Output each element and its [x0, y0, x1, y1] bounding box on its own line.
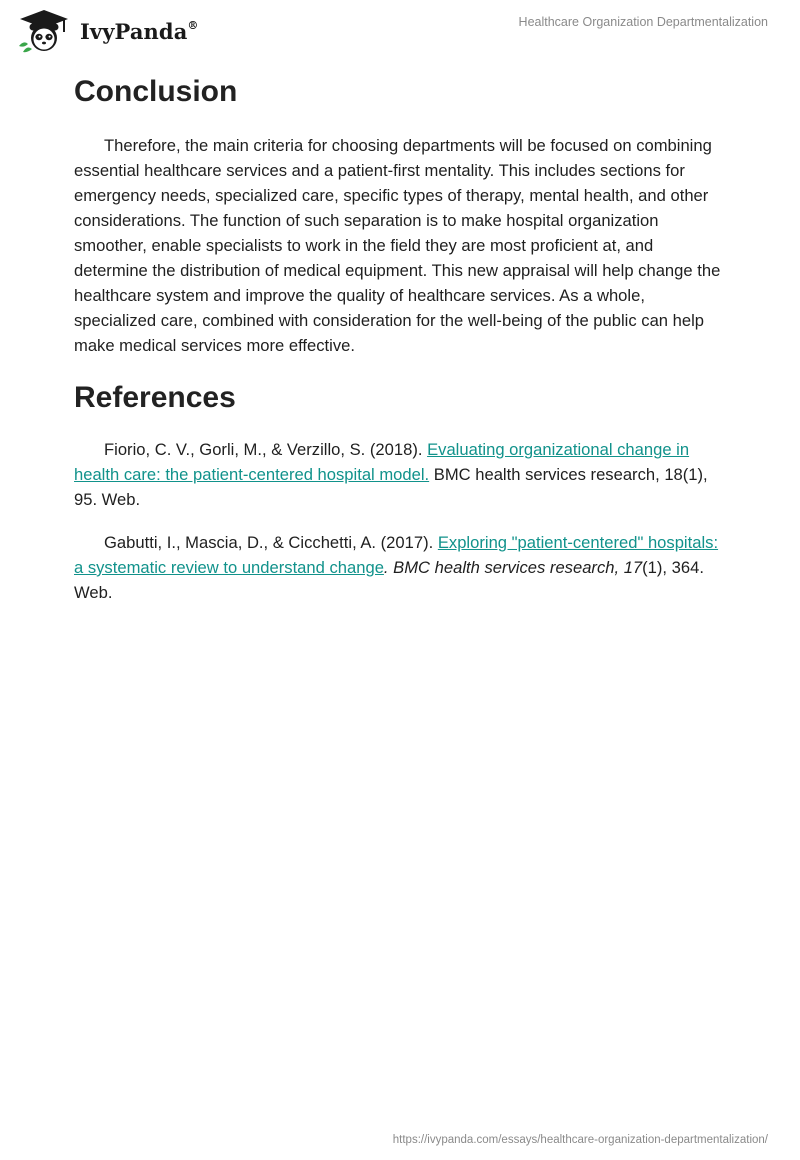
reference-source: BMC health services research, 18(1), 95. Web. [74, 465, 708, 509]
conclusion-heading: Conclusion [74, 75, 238, 108]
document-title: Healthcare Organization Departmentalization [518, 15, 768, 29]
brand-name: IvyPanda® [80, 18, 199, 44]
reference-link[interactable]: Exploring "patient-centered" hospitals: a systematic review to understand change [74, 533, 719, 577]
reference-authors: Gabutti, I., Mascia, D., & Cicchetti, A. (2017). [104, 533, 438, 552]
page-header [0, 0, 800, 62]
reference-source: (1), 364. Web. [74, 558, 704, 602]
references-heading: References [74, 381, 236, 414]
ivypanda-logo[interactable] [14, 8, 199, 54]
registered-mark: ® [187, 18, 199, 32]
reference-authors: Fiorio, C. V., Gorli, M., & Verzillo, S. (2018). [104, 440, 428, 459]
document-body [74, 72, 726, 605]
reference-item [74, 437, 726, 512]
panda-graduate-icon [14, 8, 76, 54]
footer-url[interactable]: https://ivypanda.com/essays/healthcare-organization-departmentalization/ [392, 1134, 768, 1146]
reference-item [74, 530, 726, 605]
reference-link[interactable]: Evaluating organizational change in health care: the patient-centered hospital model. [74, 440, 690, 484]
reference-journal: . BMC health services research, 17 [383, 558, 643, 577]
conclusion-paragraph: Therefore, the main criteria for choosing departments will be focused on combining essential healthcare services and a patient-first mentality. This includes sections for emergency needs, specialized care, specific types of therapy, mental health, and other considerations. The function of such separation is to make hospital organization smoother, enable specialists to work in the field they are most proficient at, and determine the distribution of medical equipment. This new appraisal will help change the healthcare system and improve the quality of healthcare services. As a whole, specialized care, combined with consideration for the well-being of the public can help make medical services more effective. [74, 136, 721, 355]
